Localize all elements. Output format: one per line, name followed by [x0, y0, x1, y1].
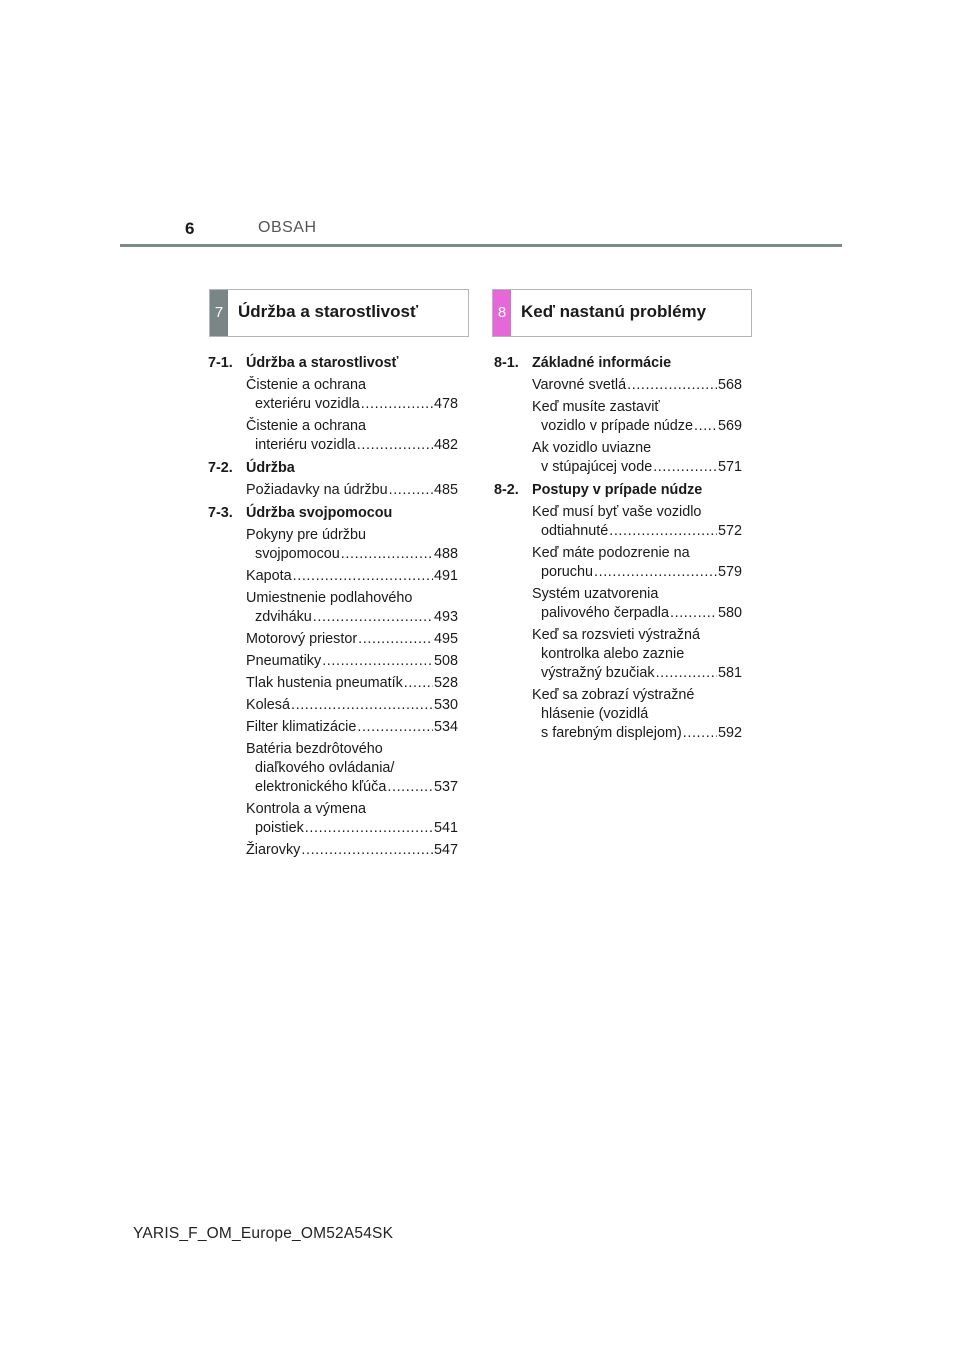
toc-entry-text: Keď sa rozsvieti výstražná [532, 627, 701, 643]
toc-entry-text: kontrolka alebo zaznie [541, 646, 685, 662]
toc-column-8 [494, 352, 742, 747]
leader-dots [293, 567, 433, 586]
toc-group-title: Postupy v prípade núdze [532, 482, 703, 498]
toc-entry[interactable] [532, 585, 742, 623]
toc-entry[interactable] [246, 740, 458, 797]
toc-entry-text: exteriéru vozidla [255, 396, 360, 412]
toc-entry-text: Pneumatiky [246, 653, 322, 669]
toc-page-number: 579 [717, 564, 742, 580]
toc-group-number: 7-1. [208, 355, 233, 371]
toc-entry-line [532, 604, 742, 623]
toc-entry-text: Filter klimatizácie [246, 719, 357, 735]
toc-group [494, 481, 742, 743]
toc-entry-text: interiéru vozidla [255, 437, 356, 453]
toc-group-heading [494, 354, 742, 373]
toc-entry-text: Systém uzatvorenia [532, 586, 659, 602]
toc-entry-text: Keď sa zobrazí výstražné [532, 687, 695, 703]
toc-page-number: 495 [433, 631, 458, 647]
section-header-8 [492, 289, 752, 337]
toc-entry-text: Ak vozidlo uviazne [532, 440, 652, 456]
toc-group-heading [494, 481, 742, 500]
toc-column-7 [208, 352, 458, 864]
leader-dots [322, 652, 433, 671]
toc-entry-text: Batéria bezdrôtového [246, 741, 383, 757]
toc-entry-line [246, 718, 458, 737]
toc-entry[interactable] [532, 626, 742, 683]
toc-entry-text: s farebným displejom) [541, 725, 682, 741]
toc-group-heading [208, 354, 458, 373]
toc-page-number: 581 [717, 665, 742, 681]
toc-entry-text: poistiek [255, 820, 304, 836]
leader-dots [358, 630, 433, 649]
toc-entry[interactable] [246, 696, 458, 715]
toc-entry[interactable] [532, 439, 742, 477]
toc-entry-text: zdviháku [255, 609, 312, 625]
section-header-7 [209, 289, 469, 337]
leader-dots [361, 395, 433, 414]
toc-group-heading [208, 504, 458, 523]
leader-dots [656, 664, 717, 683]
toc-entry-line [246, 652, 458, 671]
page-number: 6 [185, 219, 195, 238]
toc-entry-text: výstražný bzučiak [541, 665, 655, 681]
toc-page-number: 478 [433, 396, 458, 412]
header-rule [120, 244, 842, 247]
toc-entry-line [246, 481, 458, 500]
toc-entry-text: Kolesá [246, 697, 291, 713]
toc-entry-text: poruchu [541, 564, 594, 580]
toc-entry-text: odtiahnuté [541, 523, 609, 539]
toc-entry-line [532, 458, 742, 477]
leader-dots [357, 718, 433, 737]
toc-page-number: 508 [433, 653, 458, 669]
toc-entry-text: Žiarovky [246, 842, 301, 858]
leader-dots [389, 481, 433, 500]
toc-group-title: Základné informácie [532, 355, 672, 371]
toc-entry-line [246, 608, 458, 627]
toc-entry-line [246, 630, 458, 649]
toc-page-number: 580 [717, 605, 742, 621]
toc-entry-line [532, 522, 742, 541]
toc-entry[interactable] [532, 544, 742, 582]
toc-page-number: 485 [433, 482, 458, 498]
section-tab-7: 7 [210, 290, 228, 336]
toc-page-number: 547 [433, 842, 458, 858]
toc-entry-text: palivového čerpadla [541, 605, 670, 621]
page-title: OBSAH [258, 219, 317, 236]
toc-entry[interactable] [246, 652, 458, 671]
document-footer: YARIS_F_OM_Europe_OM52A54SK [133, 1225, 394, 1242]
leader-dots [609, 522, 717, 541]
toc-entry-text: Umiestnenie podlahového [246, 590, 413, 606]
toc-page-number: 537 [433, 779, 458, 795]
toc-entry[interactable] [246, 718, 458, 737]
toc-page-number: 482 [433, 437, 458, 453]
section-title-8: Keď nastanú problémy [521, 302, 707, 321]
toc-entry-text: elektronického kľúča [255, 779, 387, 795]
toc-entry-line [246, 567, 458, 586]
toc-entry-text: Kapota [246, 568, 292, 584]
toc-entry-line [532, 724, 742, 743]
toc-group-number: 7-3. [208, 505, 233, 521]
leader-dots [653, 458, 717, 477]
toc-entry[interactable] [532, 686, 742, 743]
toc-entry[interactable] [246, 526, 458, 564]
toc-page-number: 530 [433, 697, 458, 713]
toc-entry-text: Čistenie a ochrana [246, 418, 366, 434]
toc-entry[interactable] [246, 567, 458, 586]
leader-dots [694, 417, 717, 436]
toc-page-number: 528 [433, 675, 458, 691]
toc-page-number: 572 [717, 523, 742, 539]
toc-entry[interactable] [532, 376, 742, 395]
leader-dots [341, 545, 433, 564]
toc-entry-text: Keď musíte zastaviť [532, 399, 660, 415]
toc-entry-text: Motorový priestor [246, 631, 358, 647]
toc-entry[interactable] [246, 674, 458, 693]
toc-group-title: Údržba svojpomocou [246, 505, 393, 521]
toc-entry-text: Keď máte podozrenie na [532, 545, 690, 561]
toc-group-number: 8-1. [494, 355, 519, 371]
leader-dots [387, 778, 433, 797]
toc-group [208, 459, 458, 500]
toc-entry-text: Keď musí byť vaše vozidlo [532, 504, 702, 520]
leader-dots [627, 376, 717, 395]
toc-entry-text: v stúpajúcej vode [541, 459, 653, 475]
toc-group-title: Údržba a starostlivosť [246, 355, 399, 371]
toc-entry-line [246, 545, 458, 564]
toc-entry[interactable] [246, 841, 458, 860]
toc-entry-line [246, 674, 458, 693]
leader-dots [357, 436, 433, 455]
toc-group [208, 354, 458, 455]
toc-group-number: 8-2. [494, 482, 519, 498]
toc-entry[interactable] [246, 800, 458, 838]
toc-entry-line [246, 819, 458, 838]
toc-entry-text: hlásenie (vozidlá [541, 706, 649, 722]
toc-group [494, 354, 742, 477]
leader-dots [683, 724, 717, 743]
toc-page-number: 571 [717, 459, 742, 475]
toc-page-number: 592 [717, 725, 742, 741]
toc-entry-text: Požiadavky na údržbu [246, 482, 388, 498]
leader-dots [313, 608, 433, 627]
toc-entry-line [246, 841, 458, 860]
toc-entry[interactable] [246, 630, 458, 649]
toc-entry[interactable] [246, 589, 458, 627]
toc-entry[interactable] [246, 417, 458, 455]
toc-page-number: 568 [717, 377, 742, 393]
toc-entry-text: Kontrola a výmena [246, 801, 366, 817]
section-tab-8: 8 [493, 290, 511, 336]
toc-entry-line [532, 664, 742, 683]
toc-entry-text: svojpomocou [255, 546, 340, 562]
toc-entry-text: Tlak hustenia pneumatík [246, 675, 403, 691]
toc-entry-line [246, 395, 458, 414]
toc-entry[interactable] [246, 481, 458, 500]
toc-entry-text: diaľkového ovládania/ [255, 760, 395, 776]
toc-entry-text: Varovné svetlá [532, 377, 627, 393]
toc-group-heading [208, 459, 458, 478]
leader-dots [670, 604, 717, 623]
toc-entry-line [532, 417, 742, 436]
toc-entry-line [532, 563, 742, 582]
toc-entry-text: Pokyny pre údržbu [246, 527, 366, 543]
leader-dots [305, 819, 433, 838]
toc-page-number: 541 [433, 820, 458, 836]
toc-page-number: 493 [433, 609, 458, 625]
toc-entry-text: vozidlo v prípade núdze [541, 418, 694, 434]
toc-group [208, 504, 458, 860]
toc-entry-line [246, 696, 458, 715]
toc-entry[interactable] [532, 503, 742, 541]
leader-dots [301, 841, 433, 860]
toc-entry-text: Čistenie a ochrana [246, 377, 366, 393]
leader-dots [594, 563, 717, 582]
toc-entry[interactable] [246, 376, 458, 414]
toc-group-title: Údržba [246, 460, 295, 476]
toc-page-number: 488 [433, 546, 458, 562]
toc-group-number: 7-2. [208, 460, 233, 476]
toc-entry-line [246, 778, 458, 797]
toc-entry[interactable] [532, 398, 742, 436]
section-title-7: Údržba a starostlivosť [238, 302, 419, 321]
toc-entry-line [246, 436, 458, 455]
toc-page-number: 569 [717, 418, 742, 434]
toc-page-number: 534 [433, 719, 458, 735]
leader-dots [404, 674, 433, 693]
leader-dots [291, 696, 433, 715]
toc-page-number: 491 [433, 568, 458, 584]
toc-entry-line [532, 376, 742, 395]
